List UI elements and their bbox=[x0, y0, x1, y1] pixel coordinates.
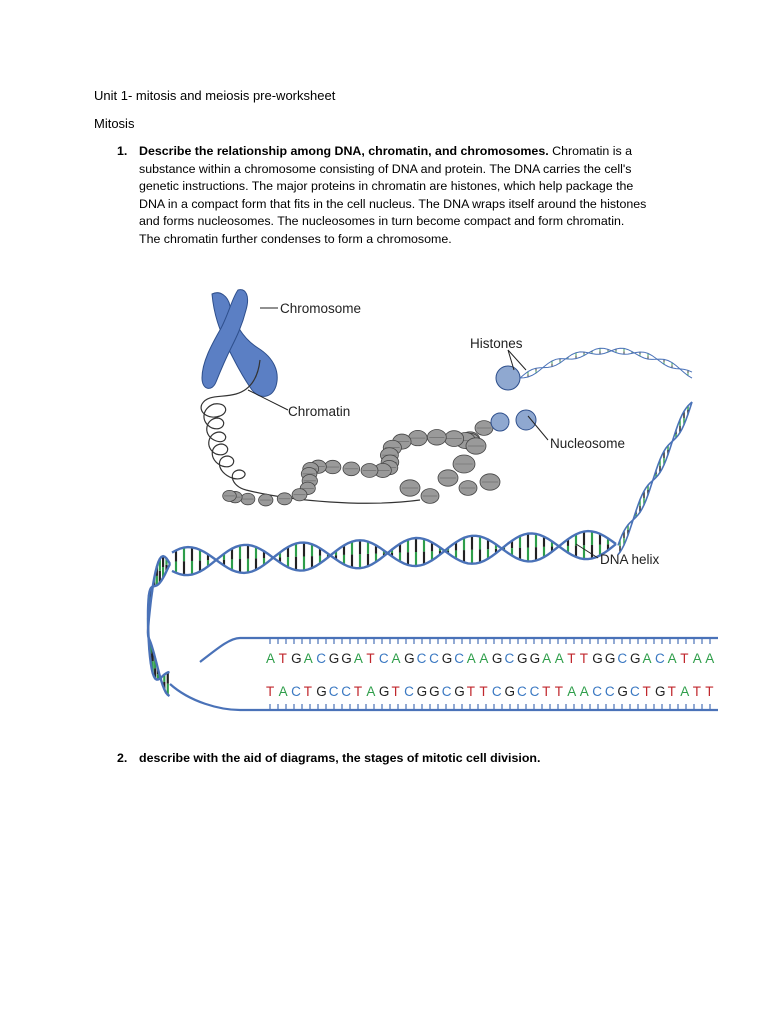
sequence-base: A bbox=[278, 684, 288, 699]
sequence-base: A bbox=[353, 651, 363, 666]
sequence-base: G bbox=[341, 651, 352, 666]
sequence-base: C bbox=[416, 651, 427, 666]
sequence-base: A bbox=[391, 651, 401, 666]
sequence-base: C bbox=[617, 651, 628, 666]
answer-line: and forms nucleosomes. The nucleosomes in turn become compact and form chromatin. bbox=[139, 214, 625, 229]
sequence-base: C bbox=[378, 651, 389, 666]
chromatin-label: Chromatin bbox=[288, 404, 351, 419]
chromosome-label: Chromosome bbox=[280, 301, 362, 316]
sequence-base: G bbox=[630, 651, 641, 666]
sequence-base: A bbox=[303, 651, 313, 666]
sequence-base: T bbox=[542, 684, 551, 699]
sequence-base: G bbox=[517, 651, 528, 666]
sequence-base: G bbox=[416, 684, 428, 699]
sequence-base: G bbox=[592, 651, 603, 666]
sequence-base: G bbox=[529, 651, 541, 666]
strand-connector bbox=[200, 638, 240, 662]
sequence-base: C bbox=[441, 684, 452, 699]
helix-backbone bbox=[618, 402, 692, 555]
sequence-base: C bbox=[454, 651, 465, 666]
sequence-base: C bbox=[291, 684, 301, 699]
sequence-base: A bbox=[466, 651, 476, 666]
nucleosome-label: Nucleosome bbox=[550, 436, 626, 451]
answer-line: The chromatin further condenses to form a chromosome. bbox=[139, 231, 452, 246]
helix-backbone bbox=[520, 348, 692, 378]
sequence-base: C bbox=[604, 684, 615, 699]
dna-packaging-diagram bbox=[140, 282, 730, 722]
sequence-base: C bbox=[655, 651, 665, 666]
dna-helix-label: DNA helix bbox=[600, 552, 660, 567]
sequence-base: C bbox=[630, 684, 640, 699]
sequence-base: T bbox=[353, 684, 363, 699]
sequence-base: C bbox=[517, 684, 527, 699]
chromosome-icon bbox=[202, 290, 277, 397]
answer-line: Chromatin is a bbox=[552, 144, 633, 158]
sequence-base: T bbox=[278, 651, 287, 666]
sequence-base: T bbox=[366, 651, 375, 666]
sequence-base: T bbox=[642, 684, 651, 699]
helix-backbone bbox=[172, 531, 616, 575]
sequence-base: C bbox=[328, 684, 339, 699]
sequence-base: T bbox=[579, 651, 589, 666]
sequence-base: T bbox=[266, 684, 275, 699]
question-prompt: Describe the relationship among DNA, chromatin, and chromosomes. bbox=[139, 144, 549, 158]
sequence-base: C bbox=[316, 651, 326, 666]
histone-bead bbox=[496, 366, 520, 390]
answer-line: substance within a chromosome consisting of DNA and protein. The DNA carries the cell's bbox=[139, 161, 632, 176]
sequence-base: C bbox=[404, 684, 414, 699]
histone-bead bbox=[516, 410, 536, 430]
question-number: 1. bbox=[117, 144, 128, 158]
sequence-base: T bbox=[466, 684, 476, 699]
sequence-base: A bbox=[667, 651, 677, 666]
sequence-base: C bbox=[491, 684, 502, 699]
sequence-base: A bbox=[642, 651, 652, 666]
sequence-base: G bbox=[655, 684, 666, 699]
histones-label: Histones bbox=[470, 336, 523, 351]
sequence-base: A bbox=[479, 651, 489, 666]
answer-line: DNA in a compact form that fits in the cell nucleus. The DNA wraps itself around the histones bbox=[139, 196, 647, 211]
sequence-base: A bbox=[692, 651, 702, 666]
sequence-base: G bbox=[429, 684, 440, 699]
sequence-base: C bbox=[429, 651, 439, 666]
sequence-base: T bbox=[705, 684, 714, 699]
answer-line: genetic instructions. The major proteins in chromatin are histones, which help package the bbox=[139, 179, 634, 194]
sequence-strands bbox=[240, 638, 718, 710]
question-prompt: describe with the aid of diagrams, the stages of mitotic cell division. bbox=[139, 751, 541, 765]
sequence-base: G bbox=[316, 684, 327, 699]
sequence-bottom bbox=[266, 684, 714, 699]
sequence-base: G bbox=[454, 684, 465, 699]
sequence-base: T bbox=[680, 651, 689, 666]
sequence-base: G bbox=[291, 651, 302, 666]
document-title: Unit 1- mitosis and meiosis pre-worksheet bbox=[94, 88, 336, 103]
sequence-base: G bbox=[404, 651, 415, 666]
sequence-base: C bbox=[592, 684, 603, 699]
sequence-base: G bbox=[617, 684, 628, 699]
sequence-base: T bbox=[303, 684, 312, 699]
sequence-base: G bbox=[604, 651, 616, 666]
helix-backbone bbox=[618, 402, 692, 545]
sequence-base: G bbox=[378, 684, 390, 699]
histone-bead bbox=[491, 413, 509, 431]
sequence-base: A bbox=[554, 651, 564, 666]
sequence-base: C bbox=[529, 684, 540, 699]
section-heading: Mitosis bbox=[94, 116, 135, 131]
sequence-base: C bbox=[341, 684, 352, 699]
sequence-base: T bbox=[479, 684, 488, 699]
sequence-base: G bbox=[491, 651, 503, 666]
sequence-base: C bbox=[504, 651, 515, 666]
sequence-base: G bbox=[441, 651, 453, 666]
sequence-base: A bbox=[680, 684, 690, 699]
sequence-base: T bbox=[567, 651, 576, 666]
question-body bbox=[139, 143, 689, 249]
sequence-base: A bbox=[366, 684, 376, 699]
sequence-base: A bbox=[579, 684, 589, 699]
sequence-base: G bbox=[328, 651, 340, 666]
sequence-top bbox=[266, 651, 714, 666]
sequence-base: T bbox=[667, 684, 676, 699]
sequence-base: A bbox=[266, 651, 276, 666]
sequence-base: T bbox=[692, 684, 701, 699]
sequence-base: A bbox=[542, 651, 552, 666]
question-number: 2. bbox=[117, 751, 128, 765]
sequence-base: T bbox=[391, 684, 400, 699]
strand-connector bbox=[170, 684, 240, 710]
sequence-base: G bbox=[504, 684, 516, 699]
sequence-base: A bbox=[567, 684, 577, 699]
sequence-base: T bbox=[554, 684, 563, 699]
sequence-base: A bbox=[705, 651, 715, 666]
